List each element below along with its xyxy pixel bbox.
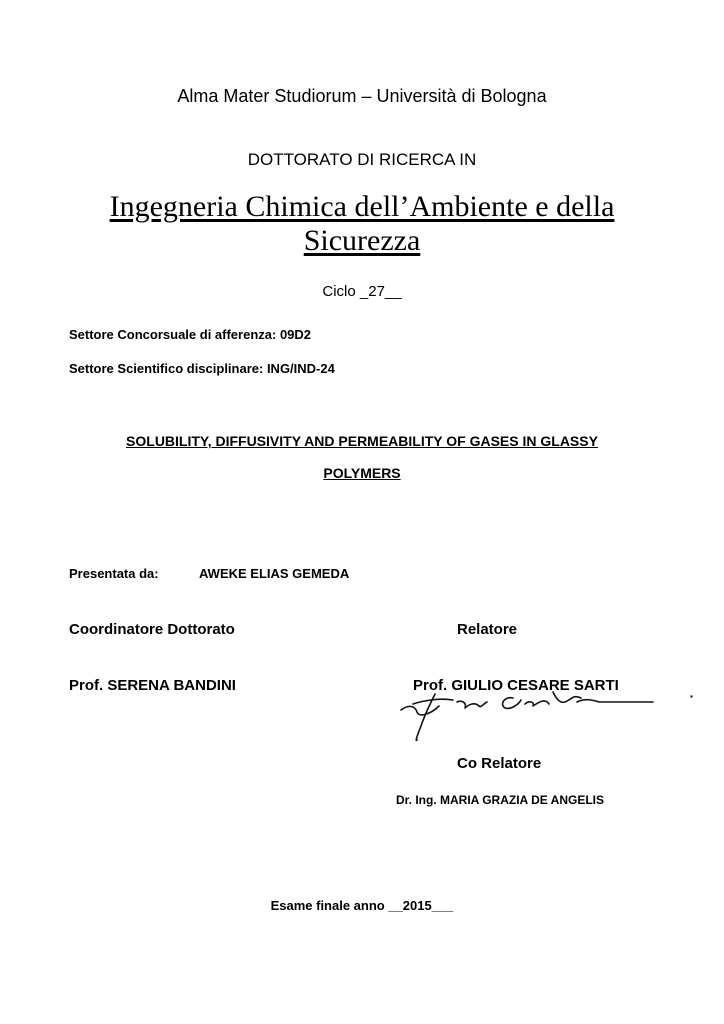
coordinator-name: Prof. SERENA BANDINI xyxy=(69,677,236,694)
university-name: Alma Mater Studiorum – Università di Bologna xyxy=(177,86,547,106)
sector-concorsuale: Settore Concorsuale di afferenza: 09D2 xyxy=(69,327,312,342)
handwritten-signature xyxy=(395,680,665,752)
thesis-title xyxy=(60,425,664,489)
thesis-title-line1: SOLUBILITY, DIFFUSIVITY AND PERMEABILITY OF GASES IN GLASSY xyxy=(126,433,598,449)
thesis-title-line2: POLYMERS xyxy=(323,465,401,481)
doctorate-field xyxy=(90,190,634,258)
final-exam-year: Esame finale anno __2015___ xyxy=(270,898,454,913)
coadvisor-label: Co Relatore xyxy=(457,755,542,772)
doctorate-field-line2: Sicurezza xyxy=(303,224,421,257)
cycle-number: Ciclo _27__ xyxy=(322,283,402,300)
coordinator-label: Coordinatore Dottorato xyxy=(69,621,235,638)
sector-scientifico: Settore Scientifico disciplinare: ING/IND-24 xyxy=(69,361,335,376)
coadvisor-name: Dr. Ing. MARIA GRAZIA DE ANGELIS xyxy=(396,793,605,807)
advisor-name: Prof. GIULIO CESARE SARTI xyxy=(413,677,619,694)
advisor-label: Relatore xyxy=(457,621,518,638)
candidate-label: Presentata da: xyxy=(69,566,159,581)
doctorate-field-line1: Ingegneria Chimica dell’Ambiente e della xyxy=(109,190,615,223)
stray-mark xyxy=(690,695,693,698)
programme-heading: DOTTORATO DI RICERCA IN xyxy=(247,150,477,169)
candidate-name: AWEKE ELIAS GEMEDA xyxy=(199,566,350,581)
